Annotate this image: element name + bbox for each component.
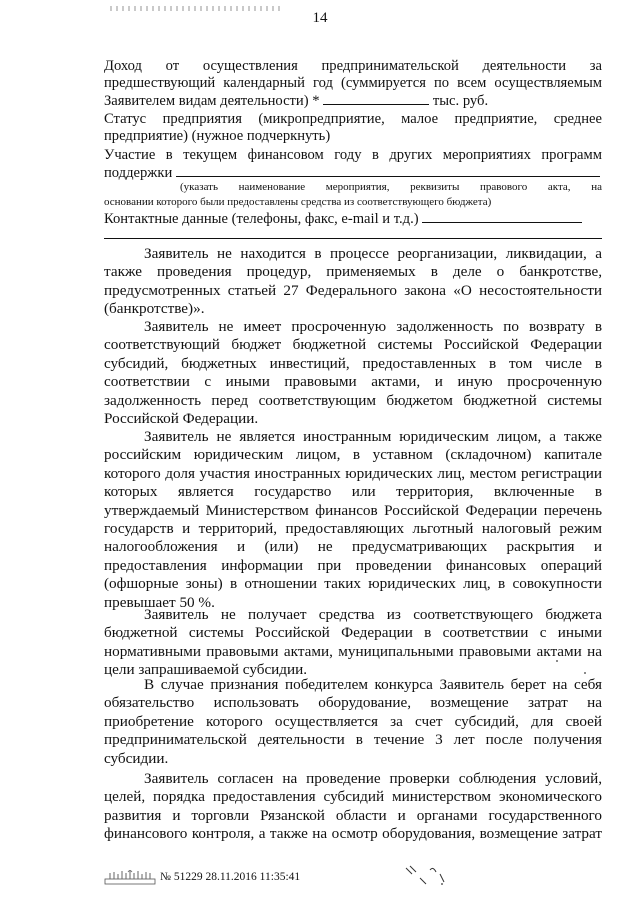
income-line-2: предшествующий календарный год (суммируется по всем осуществляемым xyxy=(104,75,602,91)
income-fill-line xyxy=(323,92,429,105)
paragraph-line: целей, порядка предоставления субсидий министерством экономического xyxy=(104,788,602,806)
paragraph-line: российским юридическим лицом, в уставном (складочном) капитале xyxy=(104,446,602,464)
note-line-1: (указать наименование мероприятия, реквизиты правового акта, на xyxy=(180,181,602,193)
contacts-line xyxy=(104,210,602,228)
paragraph-line: цели запрашиваемой субсидии. xyxy=(104,661,308,679)
status-line-1: Статус предприятия (микропредприятие, малое предприятие, среднее xyxy=(104,111,602,127)
scan-dot xyxy=(584,672,586,674)
paragraph-line: (офшорные зоны) в отношении таких юридических лиц, в совокупности xyxy=(104,575,602,593)
paragraph-line: Заявитель не находится в процессе реорганизации, ликвидации, а xyxy=(144,245,602,262)
paragraph-line: соответствии с иными правовыми актами, и иную просроченную xyxy=(104,373,602,391)
income-unit: тыс. руб. xyxy=(432,93,489,109)
paragraph-line: нормативными правовыми актами, муниципальными правовыми актами на xyxy=(104,642,602,660)
paragraph-line: также проведения процедур, применяемых в деле о банкротстве, xyxy=(104,263,602,281)
paragraph-line: (банкротстве)». xyxy=(104,300,205,318)
paragraph-line: В случае признания победителем конкурса Заявитель берет на себя xyxy=(144,676,602,693)
paragraph-line: которого доля участия иностранных юридических лиц, местом регистрации xyxy=(104,464,602,482)
paragraph-line: развития и торговли Рязанской области и органами государственного xyxy=(104,806,602,824)
note-line-2: основании которого были предоставлены средства из соответствующего бюджета) xyxy=(104,196,492,208)
paragraph-line: превышает 50 %. xyxy=(104,593,215,611)
paragraph-line: Российской Федерации. xyxy=(104,410,259,428)
paragraph-line: налогообложения и (или) не предусматривающих раскрытия и xyxy=(104,538,602,556)
income-label: Заявителем видам деятельности) * xyxy=(104,93,320,109)
paragraph-line: соответствующий бюджет бюджетной системы Российской Федерации xyxy=(104,336,602,354)
paragraph-line: Заявитель не имеет просроченную задолженность по возврату в xyxy=(144,318,602,335)
paragraph-line: Заявитель согласен на проведение проверки соблюдения условий, xyxy=(144,770,602,787)
income-line-1: Доход от осуществления предпринимательской деятельности за xyxy=(104,58,602,74)
paragraph-line: предпринимательской деятельности в течение 3 лет после получения xyxy=(104,731,602,749)
participation-label: поддержки xyxy=(104,165,173,181)
paragraph-line: предусмотренных статьей 27 Федерального закона «О несостоятельности xyxy=(104,281,602,299)
signature-mark-icon xyxy=(402,860,448,886)
registry-stamp-icon xyxy=(104,869,156,885)
paragraph-line: задолженность перед соответствующим бюджетом бюджетной системы xyxy=(104,391,602,409)
paragraph-line: Заявитель не является иностранным юридическим лицом, а также xyxy=(144,428,602,445)
paragraph-line: Заявитель не получает средства из соответствующего бюджета xyxy=(144,606,602,623)
paragraph xyxy=(104,606,602,680)
paragraph-line: финансового контроля, а также на осмотр оборудования, возмещение затрат xyxy=(104,825,602,843)
paragraph-line: предоставления информации при проведении финансовых операций xyxy=(104,556,602,574)
paragraph-line: бюджетной системы Российской Федерации в соответствии с иными xyxy=(104,624,602,642)
participation-fill-line xyxy=(176,164,600,177)
paragraph xyxy=(104,770,602,844)
paragraph-line: обязательство использовать оборудование, возмещение затрат на xyxy=(104,694,602,712)
contacts-fill-line xyxy=(422,210,582,223)
paragraph xyxy=(104,676,602,768)
paragraph xyxy=(104,428,602,612)
income-line-3 xyxy=(104,92,602,110)
paragraph-line: субсидии. xyxy=(104,749,169,767)
paragraph xyxy=(104,318,602,428)
registration-number: № 51229 28.11.2016 11:35:41 xyxy=(160,871,301,883)
paragraph-line: государств и территорий, предоставляющих льготный налоговый режим xyxy=(104,520,602,538)
paragraph-line: субсидий, бюджетных инвестиций, предоставленных в том числе в xyxy=(104,354,602,372)
contacts-label: Контактные данные (телефоны, факс, e-mail и т.д.) xyxy=(104,211,419,227)
status-line-2: предприятие) (нужное подчеркнуть) xyxy=(104,128,331,144)
paragraph-line: которых является государство или территория, включенные в xyxy=(104,483,602,501)
paragraph-line: утверждаемый Министерством финансов Российской Федерации перечень xyxy=(104,501,602,519)
paragraph-line: приобретение которого осуществляется за счет субсидий, для своей xyxy=(104,712,602,730)
page-number: 14 xyxy=(312,10,328,26)
separator-line xyxy=(104,238,602,239)
participation-line-1: Участие в текущем финансовом году в других мероприятиях программ xyxy=(104,147,602,163)
scan-dot xyxy=(556,660,558,662)
paragraph xyxy=(104,245,602,319)
